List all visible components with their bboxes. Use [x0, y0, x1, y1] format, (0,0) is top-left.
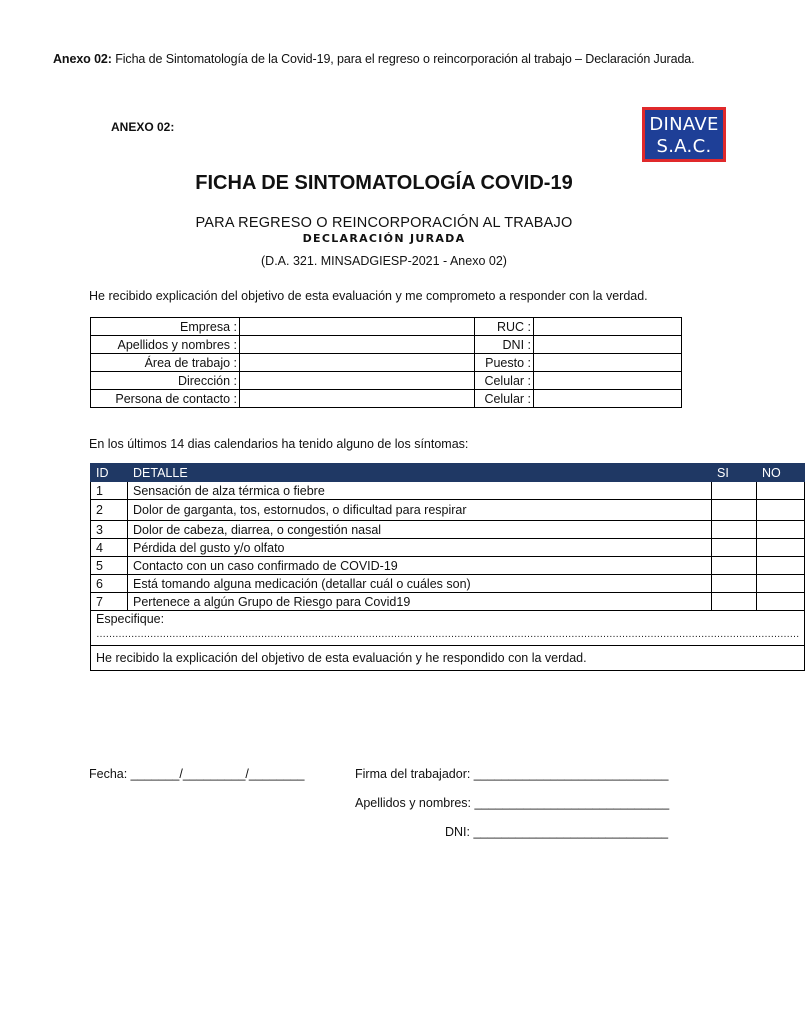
no-checkbox[interactable] — [757, 575, 805, 593]
logo-line-2: S.A.C. — [656, 136, 712, 157]
table-row — [91, 575, 805, 593]
dni-field[interactable] — [534, 336, 682, 354]
info-label: Empresa : — [91, 318, 240, 336]
names-field[interactable] — [240, 336, 475, 354]
info-row — [91, 354, 682, 372]
row-detail: Pérdida del gusto y/o olfato — [128, 539, 712, 557]
row-detail: Contacto con un caso confirmado de COVID-19 — [128, 557, 712, 575]
commitment-statement: He recibido explicación del objetivo de esta evaluación y me comprometo a responder con la verdad. — [89, 289, 648, 303]
no-checkbox[interactable] — [757, 593, 805, 611]
anexo-label: ANEXO 02: — [111, 120, 175, 134]
yes-checkbox[interactable] — [712, 557, 757, 575]
row-detail: Pertenece a algún Grupo de Riesgo para Covid19 — [128, 593, 712, 611]
declaration-heading: DECLARACIÓN JURADA — [302, 232, 466, 245]
yes-checkbox[interactable] — [712, 482, 757, 500]
info-label: DNI : — [475, 336, 534, 354]
company-logo — [642, 107, 726, 162]
work-area-field[interactable] — [240, 354, 475, 372]
table-row — [91, 539, 805, 557]
header-no: NO — [757, 464, 805, 482]
address-field[interactable] — [240, 372, 475, 390]
row-id: 7 — [91, 593, 128, 611]
final-statement: He recibido la explicación del objetivo de esta evaluación y he respondido con la verdad. — [91, 646, 805, 671]
intro-text: Ficha de Sintomatología de la Covid-19, para el regreso o reincorporación al trabajo – Declaración Jurada. — [115, 52, 695, 66]
intro-bold: Anexo 02: — [53, 52, 112, 66]
symptoms-question: En los últimos 14 dias calendarios ha tenido alguno de los síntomas: — [89, 437, 469, 451]
phone-field[interactable] — [534, 372, 682, 390]
info-row — [91, 336, 682, 354]
info-label: Persona de contacto : — [91, 390, 240, 408]
row-id: 5 — [91, 557, 128, 575]
position-field[interactable] — [534, 354, 682, 372]
yes-checkbox[interactable] — [712, 575, 757, 593]
table-row — [91, 557, 805, 575]
reference-text: (D.A. 321. MINSADGIESP-2021 - Anexo 02) — [261, 254, 507, 268]
info-label: Celular : — [475, 390, 534, 408]
no-checkbox[interactable] — [757, 482, 805, 500]
contact-person-field[interactable] — [240, 390, 475, 408]
personal-info-table — [90, 317, 682, 408]
row-id: 3 — [91, 521, 128, 539]
signature-dni-field[interactable]: DNI: ____________________________ — [445, 825, 669, 839]
specify-dotted-line: …………………………………………………………………………………………………………………………………………………………………………………………………… — [96, 629, 799, 640]
signature-field[interactable]: Firma del trabajador: ____________________________ — [355, 767, 669, 781]
symptoms-header-row — [91, 464, 805, 482]
date-field[interactable]: Fecha: _______/_________/________ — [89, 767, 305, 781]
info-label: Dirección : — [91, 372, 240, 390]
no-checkbox[interactable] — [757, 521, 805, 539]
yes-checkbox[interactable] — [712, 539, 757, 557]
row-id: 2 — [91, 500, 128, 521]
specify-label: Especifique: — [96, 612, 165, 626]
header-detail: DETALLE — [128, 464, 712, 482]
ruc-field[interactable] — [534, 318, 682, 336]
info-row — [91, 372, 682, 390]
table-row — [91, 593, 805, 611]
row-detail: Dolor de cabeza, diarrea, o congestión nasal — [128, 521, 712, 539]
row-id: 1 — [91, 482, 128, 500]
row-detail: Está tomando alguna medicación (detallar cuál o cuáles son) — [128, 575, 712, 593]
page-subtitle: PARA REGRESO O REINCORPORACIÓN AL TRABAJO — [195, 215, 573, 231]
intro-paragraph — [53, 50, 697, 68]
symptoms-table — [90, 463, 805, 671]
empresa-field[interactable] — [240, 318, 475, 336]
final-statement-row — [91, 646, 805, 671]
yes-checkbox[interactable] — [712, 593, 757, 611]
info-label: Celular : — [475, 372, 534, 390]
table-row — [91, 500, 805, 521]
header-yes: SI — [712, 464, 757, 482]
signature-names-field[interactable]: Apellidos y nombres: ____________________________ — [355, 796, 670, 810]
info-label: Puesto : — [475, 354, 534, 372]
contact-phone-field[interactable] — [534, 390, 682, 408]
header-id: ID — [91, 464, 128, 482]
info-label: Apellidos y nombres : — [91, 336, 240, 354]
specify-field[interactable] — [91, 611, 805, 646]
no-checkbox[interactable] — [757, 539, 805, 557]
info-label: Área de trabajo : — [91, 354, 240, 372]
info-row — [91, 390, 682, 408]
info-row — [91, 318, 682, 336]
row-detail: Sensación de alza térmica o fiebre — [128, 482, 712, 500]
table-row — [91, 521, 805, 539]
row-id: 4 — [91, 539, 128, 557]
yes-checkbox[interactable] — [712, 521, 757, 539]
specify-row — [91, 611, 805, 646]
no-checkbox[interactable] — [757, 500, 805, 521]
table-row — [91, 482, 805, 500]
row-detail: Dolor de garganta, tos, estornudos, o dificultad para respirar — [128, 500, 712, 521]
yes-checkbox[interactable] — [712, 500, 757, 521]
logo-line-1: DINAVE — [649, 114, 719, 135]
no-checkbox[interactable] — [757, 557, 805, 575]
page-title: FICHA DE SINTOMATOLOGÍA COVID-19 — [195, 172, 573, 194]
info-label: RUC : — [475, 318, 534, 336]
row-id: 6 — [91, 575, 128, 593]
